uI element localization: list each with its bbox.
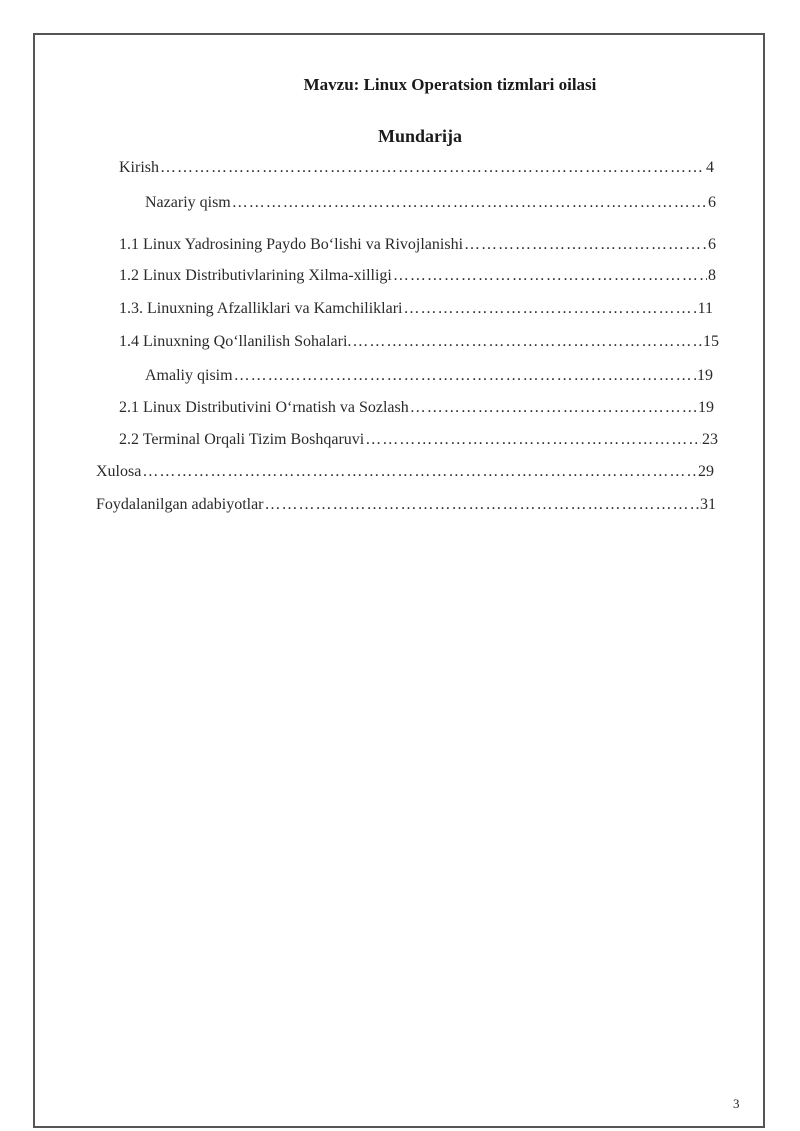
toc-entry-label: Nazariy qism [145,194,231,211]
toc-leader-dots [160,158,705,178]
toc-entry-page: 6 [708,236,716,253]
toc-leader-dots [403,299,696,319]
toc-entry-label: 2.2 Terminal Orqali Tizim Boshqaruvi [119,431,365,448]
toc-entry-label: Kirish [119,159,159,176]
toc-leader-dots [410,398,697,418]
toc-entry-page: 8 [708,267,716,284]
toc-entry-amaliy-qisim[interactable] [145,366,713,386]
page-number: 3 [733,1096,740,1111]
toc-entry-1-4[interactable] [119,332,719,352]
toc-entry-page: 6 [708,194,716,211]
toc-entry-label: Xulosa [96,463,142,480]
toc-entry-2-1[interactable] [119,398,714,418]
toc-entry-nazariy-qism[interactable] [145,193,716,213]
toc-entry-xulosa[interactable] [96,462,714,482]
toc-entry-label: 1.3. Linuxning Afzalliklari va Kamchiliklari [119,300,403,317]
toc-leader-dots [142,462,697,482]
toc-entry-page: 23 [702,431,718,448]
toc-entry-page: 15 [703,333,719,350]
toc-leader-dots [265,495,699,515]
toc-entry-label: 1.2 Linux Distributivlarining Xilma-xilligi [119,267,392,284]
toc-heading: Mundarija [377,126,462,146]
toc-entry-1-3[interactable] [119,299,713,319]
toc-entry-label: Foydalanilgan adabiyotlar [96,496,264,513]
toc-entry-2-2[interactable] [119,430,718,450]
toc-entry-label: 2.1 Linux Distributivini O‘rnatish va Sozlash [119,399,409,416]
toc-entry-page: 11 [697,300,713,317]
toc-entry-page: 29 [698,463,714,480]
toc-entry-page: 19 [698,399,714,416]
toc-entry-label: 1.4 Linuxning Qo‘llanilish Sohalari. [119,333,352,350]
toc-entry-page: 19 [697,367,713,384]
toc-entry-kirish[interactable] [119,158,714,178]
toc-entry-1-2[interactable] [119,266,716,286]
toc-leader-dots [352,332,702,352]
toc-leader-dots [365,430,701,450]
toc-entry-page: 31 [700,496,716,513]
toc-leader-dots [234,366,696,386]
toc-leader-dots [232,193,707,213]
toc-entry-1-1[interactable] [119,235,716,255]
toc-leader-dots [393,266,707,286]
document-title: Mavzu: Linux Operatsion tizmlari oilasi [303,75,597,94]
toc-entry-page: 4 [706,159,714,176]
toc-entry-label: 1.1 Linux Yadrosining Paydo Bo‘lishi va Rivojlanishi [119,236,464,253]
toc-leader-dots [464,235,707,255]
toc-entry-adabiyotlar[interactable] [96,495,716,515]
toc-entry-label: Amaliy qisim [145,367,233,384]
